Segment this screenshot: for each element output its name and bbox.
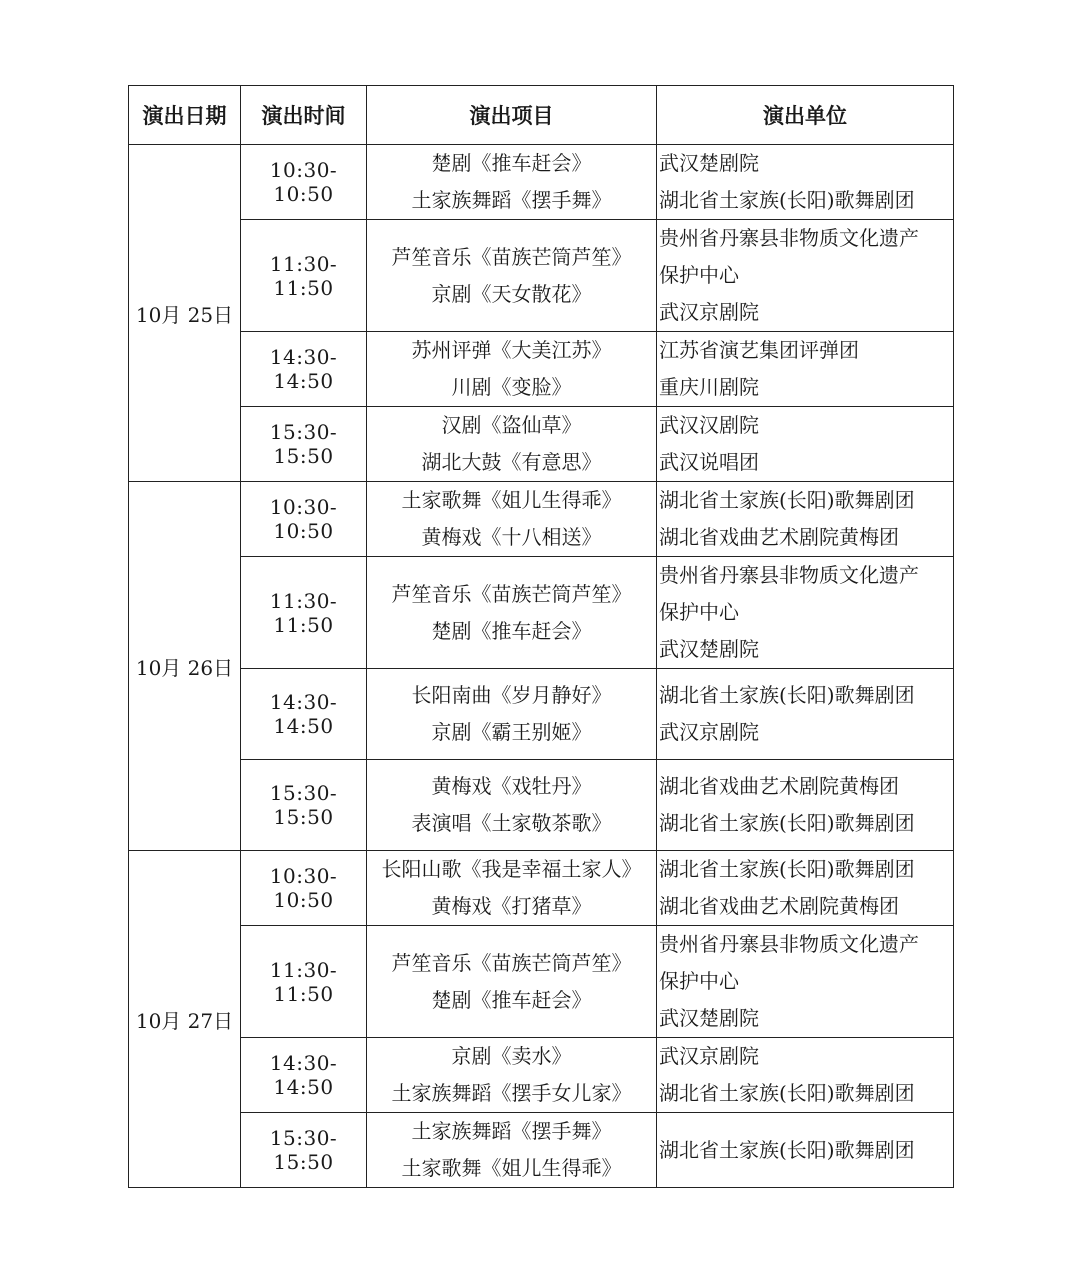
program-line: 黄梅戏《十八相送》 bbox=[421, 525, 602, 549]
program-line: 湖北大鼓《有意思》 bbox=[421, 450, 602, 474]
program-cell bbox=[367, 851, 657, 926]
unit-line: 重庆川剧院 bbox=[659, 375, 759, 399]
program-line: 芦笙音乐《苗族芒筒芦笙》 bbox=[391, 950, 632, 975]
table-row bbox=[129, 145, 954, 220]
unit-line: 湖北省戏曲艺术剧院黄梅团 bbox=[659, 525, 899, 549]
time-cell: 15:30-15:50 bbox=[241, 407, 367, 482]
unit-cell bbox=[657, 482, 954, 557]
unit-line: 贵州省丹寨县非物质文化遗产 bbox=[659, 563, 919, 587]
unit-line: 湖北省戏曲艺术剧院黄梅团 bbox=[659, 894, 899, 918]
program-cell bbox=[367, 1113, 657, 1188]
program-line: 土家族舞蹈《摆手舞》 bbox=[411, 188, 612, 212]
table-row bbox=[129, 669, 954, 760]
time-cell: 11:30-11:50 bbox=[241, 557, 367, 669]
program-line: 土家歌舞《姐儿生得乖》 bbox=[401, 488, 622, 512]
program-line: 楚剧《推车赶会》 bbox=[431, 987, 592, 1012]
program-line: 长阳山歌《我是幸福土家人》 bbox=[381, 857, 642, 881]
header-time: 演出时间 bbox=[241, 86, 367, 145]
unit-line: 贵州省丹寨县非物质文化遗产 bbox=[659, 226, 919, 250]
table-row bbox=[129, 1038, 954, 1113]
program-line: 黄梅戏《打猪草》 bbox=[431, 894, 592, 918]
unit-line: 湖北省土家族(长阳)歌舞剧团 bbox=[659, 1081, 915, 1105]
unit-line: 贵州省丹寨县非物质文化遗产 bbox=[659, 932, 919, 956]
program-cell bbox=[367, 1038, 657, 1113]
unit-line: 武汉楚剧院 bbox=[659, 151, 759, 175]
program-cell bbox=[367, 145, 657, 220]
unit-line: 保护中心 bbox=[659, 969, 739, 993]
program-line: 长阳南曲《岁月静好》 bbox=[411, 683, 612, 707]
unit-line: 湖北省土家族(长阳)歌舞剧团 bbox=[659, 1137, 915, 1162]
unit-cell bbox=[657, 926, 954, 1038]
unit-cell bbox=[657, 145, 954, 220]
unit-line: 武汉京剧院 bbox=[659, 720, 759, 744]
table-row bbox=[129, 220, 954, 332]
program-line: 苏州评弹《大美江苏》 bbox=[411, 338, 612, 362]
unit-line: 湖北省戏曲艺术剧院黄梅团 bbox=[659, 774, 899, 798]
unit-cell bbox=[657, 760, 954, 851]
header-program: 演出项目 bbox=[367, 86, 657, 145]
header-row bbox=[129, 86, 954, 145]
table-row bbox=[129, 557, 954, 669]
time-cell: 11:30-11:50 bbox=[241, 926, 367, 1038]
date-cell: 10月 25日 bbox=[129, 145, 241, 482]
program-cell bbox=[367, 557, 657, 669]
unit-line: 武汉楚剧院 bbox=[659, 1006, 759, 1030]
unit-cell bbox=[657, 220, 954, 332]
program-cell bbox=[367, 407, 657, 482]
date-cell: 10月 26日 bbox=[129, 482, 241, 851]
time-cell: 14:30-14:50 bbox=[241, 332, 367, 407]
unit-line: 保护中心 bbox=[659, 263, 739, 287]
program-cell bbox=[367, 482, 657, 557]
program-line: 汉剧《盗仙草》 bbox=[441, 413, 582, 437]
header-unit: 演出单位 bbox=[657, 86, 954, 145]
program-line: 土家族舞蹈《摆手舞》 bbox=[411, 1119, 612, 1143]
program-cell bbox=[367, 332, 657, 407]
program-line: 川剧《变脸》 bbox=[451, 375, 572, 399]
program-cell bbox=[367, 669, 657, 760]
unit-line: 湖北省土家族(长阳)歌舞剧团 bbox=[659, 683, 915, 707]
table-row bbox=[129, 851, 954, 926]
program-line: 芦笙音乐《苗族芒筒芦笙》 bbox=[391, 581, 632, 606]
program-cell bbox=[367, 220, 657, 332]
unit-line: 湖北省土家族(长阳)歌舞剧团 bbox=[659, 857, 915, 881]
unit-cell bbox=[657, 669, 954, 760]
table-row bbox=[129, 407, 954, 482]
time-cell: 10:30-10:50 bbox=[241, 145, 367, 220]
unit-line: 武汉说唱团 bbox=[659, 450, 759, 474]
program-line: 表演唱《土家敬茶歌》 bbox=[411, 811, 612, 835]
table-row bbox=[129, 482, 954, 557]
program-line: 京剧《卖水》 bbox=[451, 1044, 572, 1068]
header-date: 演出日期 bbox=[129, 86, 241, 145]
program-line: 黄梅戏《戏牡丹》 bbox=[431, 774, 592, 798]
unit-cell bbox=[657, 1113, 954, 1188]
program-line: 土家歌舞《姐儿生得乖》 bbox=[401, 1156, 622, 1180]
program-line: 芦笙音乐《苗族芒筒芦笙》 bbox=[391, 244, 632, 269]
program-cell bbox=[367, 926, 657, 1038]
unit-line: 武汉汉剧院 bbox=[659, 413, 759, 437]
unit-cell bbox=[657, 332, 954, 407]
table-row bbox=[129, 1113, 954, 1188]
performance-schedule-table bbox=[128, 85, 954, 1188]
table-row bbox=[129, 332, 954, 407]
unit-cell bbox=[657, 557, 954, 669]
program-line: 京剧《霸王别姬》 bbox=[431, 720, 592, 744]
time-cell: 14:30-14:50 bbox=[241, 1038, 367, 1113]
unit-line: 武汉京剧院 bbox=[659, 300, 759, 324]
time-cell: 15:30-15:50 bbox=[241, 1113, 367, 1188]
unit-line: 保护中心 bbox=[659, 600, 739, 624]
program-cell bbox=[367, 760, 657, 851]
program-line: 京剧《天女散花》 bbox=[431, 281, 592, 306]
unit-cell bbox=[657, 1038, 954, 1113]
table-row bbox=[129, 760, 954, 851]
unit-line: 湖北省土家族(长阳)歌舞剧团 bbox=[659, 488, 915, 512]
unit-cell bbox=[657, 407, 954, 482]
unit-cell bbox=[657, 851, 954, 926]
table-row bbox=[129, 926, 954, 1038]
time-cell: 10:30-10:50 bbox=[241, 482, 367, 557]
date-cell: 10月 27日 bbox=[129, 851, 241, 1188]
unit-line: 武汉楚剧院 bbox=[659, 637, 759, 661]
unit-line: 湖北省土家族(长阳)歌舞剧团 bbox=[659, 811, 915, 835]
program-line: 楚剧《推车赶会》 bbox=[431, 151, 592, 175]
time-cell: 10:30-10:50 bbox=[241, 851, 367, 926]
program-line: 土家族舞蹈《摆手女儿家》 bbox=[391, 1081, 632, 1105]
program-line: 楚剧《推车赶会》 bbox=[431, 618, 592, 643]
time-cell: 15:30-15:50 bbox=[241, 760, 367, 851]
unit-line: 武汉京剧院 bbox=[659, 1044, 759, 1068]
unit-line: 江苏省演艺集团评弹团 bbox=[659, 338, 859, 362]
unit-line: 湖北省土家族(长阳)歌舞剧团 bbox=[659, 188, 915, 212]
time-cell: 14:30-14:50 bbox=[241, 669, 367, 760]
time-cell: 11:30-11:50 bbox=[241, 220, 367, 332]
